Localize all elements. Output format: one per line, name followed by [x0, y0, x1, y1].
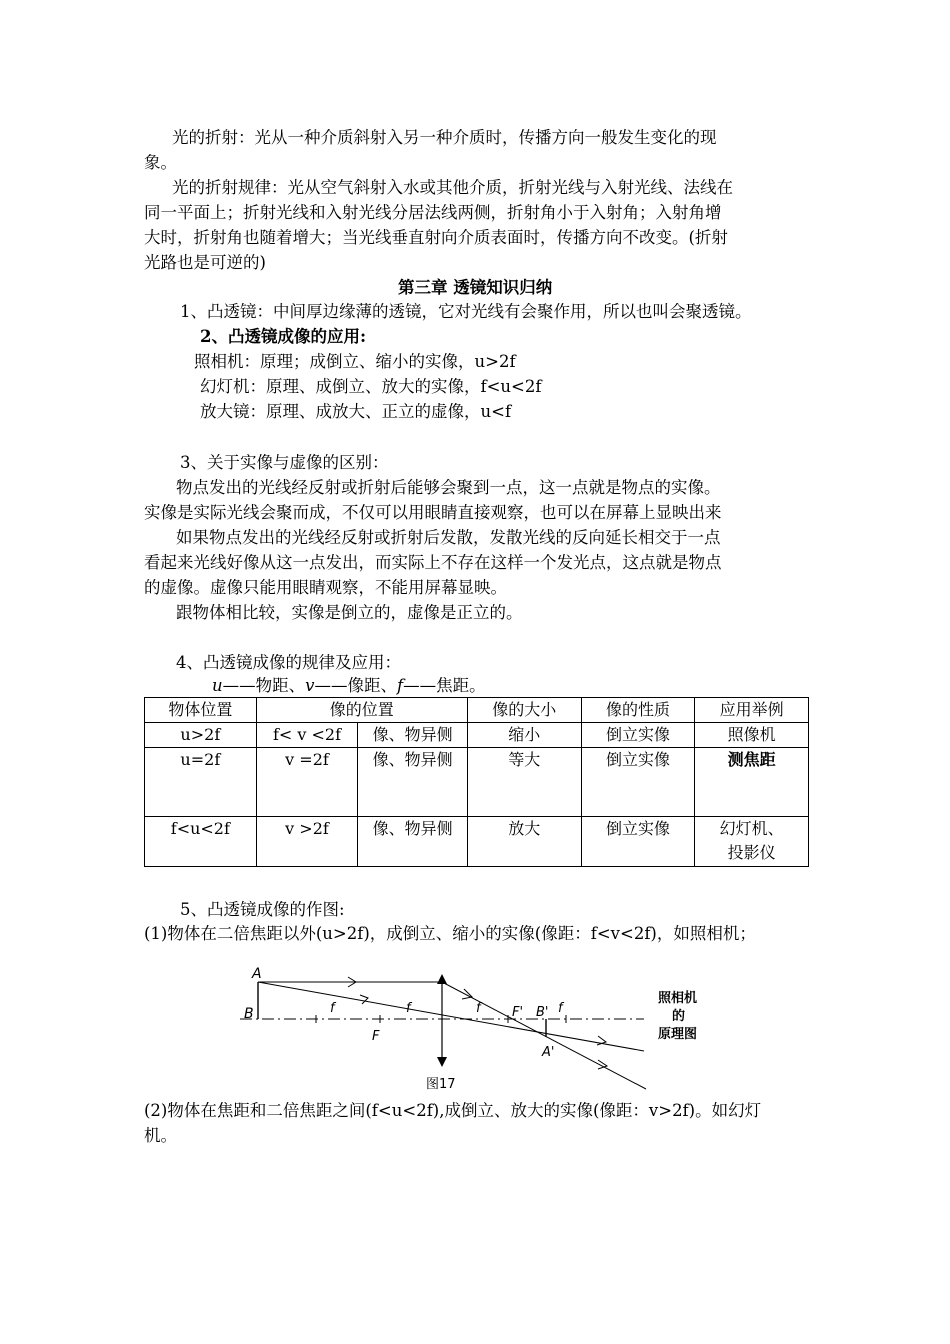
table-header: 像的大小: [467, 698, 581, 723]
table-header: 像的性质: [581, 698, 695, 723]
diagram-caption-line3: 原理图: [658, 1027, 698, 1042]
figure-number: 图17: [426, 1077, 456, 1092]
ray-arrow: [360, 995, 368, 1004]
table-cell: 倒立实像: [581, 723, 695, 748]
drawing-item2-line1: (2)物体在焦距和二倍焦距之间(f<u<2f),成倒立、放大的实像(像距：v>2f)。如幻灯: [144, 1101, 762, 1120]
table-cell: 缩小: [467, 723, 581, 748]
imaging-rules-table: [144, 697, 809, 867]
drawing-item1: (1)物体在二倍焦距以外(u>2f)，成倒立、缩小的实像(像距：f<v<2f)，如照相机；: [144, 924, 756, 943]
chapter-title: 第三章 透镜知识归纳: [398, 278, 553, 297]
table-cell: 照像机: [695, 723, 809, 748]
table-cell-line: 投影仪: [727, 843, 776, 862]
label-a: A: [252, 966, 262, 982]
table-cell: f<u<2f: [145, 817, 257, 867]
table-cell: v >2f: [256, 817, 358, 867]
section-real-virtual-heading: 3、关于实像与虚像的区别：: [180, 453, 389, 472]
diagram-caption-line2: 的: [672, 1009, 686, 1024]
table-cell-line: 幻灯机、: [719, 819, 784, 838]
ray-arrow: [462, 989, 472, 999]
label-f: f: [558, 1001, 563, 1016]
table-cell: 像、物异侧: [358, 748, 468, 817]
table-cell: f< v <2f: [256, 723, 358, 748]
label-f: f: [476, 1001, 481, 1016]
table-header: 像的位置: [256, 698, 467, 723]
table-cell: u=2f: [145, 748, 257, 817]
lens-bottom-arrow: [437, 1057, 447, 1067]
ray-through-focus: [442, 982, 646, 1089]
paragraph-refraction-law-line1: 光的折射规律：光从空气斜射入水或其他介质，折射光线与入射光线、法线在: [172, 178, 733, 197]
label-focus-right: F': [512, 1005, 524, 1020]
label-b: B: [244, 1006, 254, 1022]
paragraph-refraction-law-line3: 大时，折射角也随着增大；当光线垂直射向介质表面时，传播方向不改变。(折射: [144, 228, 728, 247]
real-virtual-line3: 如果物点发出的光线经反射或折射后发散，发散光线的反向延长相交于一点: [176, 528, 721, 547]
variables-legend: [212, 674, 486, 698]
paragraph-refraction-line2: 象。: [144, 153, 177, 172]
table-cell: 等大: [467, 748, 581, 817]
table-cell: 像、物异侧: [358, 723, 468, 748]
camera-principle-diagram: [236, 962, 716, 1094]
real-virtual-line6: 跟物体相比较，实像是倒立的，虚像是正立的。: [176, 603, 523, 622]
real-virtual-line5: 的虚像。虚像只能用眼睛观察，不能用屏幕显映。: [144, 578, 507, 597]
section-drawing-heading: 5、凸透镜成像的作图:: [180, 900, 345, 919]
table-cell: u>2f: [145, 723, 257, 748]
paragraph-refraction-law-line4: 光路也是可逆的): [144, 253, 266, 272]
legend-u-text: ——物距、: [222, 676, 306, 695]
table-header: 物体位置: [145, 698, 257, 723]
table-cell: [695, 817, 809, 867]
diagram-caption-line1: 照相机: [658, 991, 698, 1006]
label-f: f: [406, 1001, 411, 1016]
section-convex-lens: 1、凸透镜：中间厚边缘薄的透镜，它对光线有会聚作用，所以也叫会聚透镜。: [180, 302, 752, 321]
table-cell: 测焦距: [695, 748, 809, 817]
legend-u: u: [212, 676, 223, 695]
table-cell: 倒立实像: [581, 748, 695, 817]
real-virtual-line2: 实像是实际光线会聚而成，不仅可以用眼睛直接观察，也可以在屏幕上显映出来: [144, 503, 722, 522]
section-applications-heading: 2、凸透镜成像的应用:: [200, 327, 367, 346]
table-row: [145, 748, 809, 817]
table-cell: 像、物异侧: [358, 817, 468, 867]
table-header-row: [145, 698, 809, 723]
table-cell: 放大: [467, 817, 581, 867]
drawing-item2-line2: 机。: [144, 1126, 177, 1145]
application-camera: 照相机：原理；成倒立、缩小的实像，u>2f: [194, 352, 516, 371]
table-row: [145, 817, 809, 867]
real-virtual-line4: 看起来光线好像从这一点发出，而实际上不存在这样一个发光点，这点就是物点: [144, 553, 722, 572]
legend-f-text: ——焦距。: [403, 676, 486, 695]
label-a-prime: A': [542, 1045, 555, 1060]
label-focus-left: F: [372, 1029, 380, 1044]
legend-f: f: [396, 676, 404, 695]
table-cell: v =2f: [256, 748, 358, 817]
legend-v: v: [305, 676, 315, 695]
table-header: 应用举例: [695, 698, 809, 723]
application-magnifier: 放大镜：原理、成放大、正立的虚像，u<f: [200, 402, 512, 421]
real-virtual-line1: 物点发出的光线经反射或折射后能够会聚到一点，这一点就是物点的实像。: [176, 478, 721, 497]
application-projector: 幻灯机：原理、成倒立、放大的实像，f<u<2f: [200, 377, 542, 396]
legend-v-text: ——像距、: [314, 676, 397, 695]
table-cell: 倒立实像: [581, 817, 695, 867]
paragraph-refraction-law-line2: 同一平面上；折射光线和入射光线分居法线两侧，折射角小于入射角；入射角增: [144, 203, 722, 222]
section-imaging-rules-heading: 4、凸透镜成像的规律及应用：: [176, 653, 401, 672]
label-f: f: [330, 1001, 335, 1016]
paragraph-refraction-line1: 光的折射：光从一种介质斜射入另一种介质时，传播方向一般发生变化的现: [172, 128, 717, 147]
table-row: [145, 723, 809, 748]
label-b-prime: B': [536, 1005, 549, 1020]
